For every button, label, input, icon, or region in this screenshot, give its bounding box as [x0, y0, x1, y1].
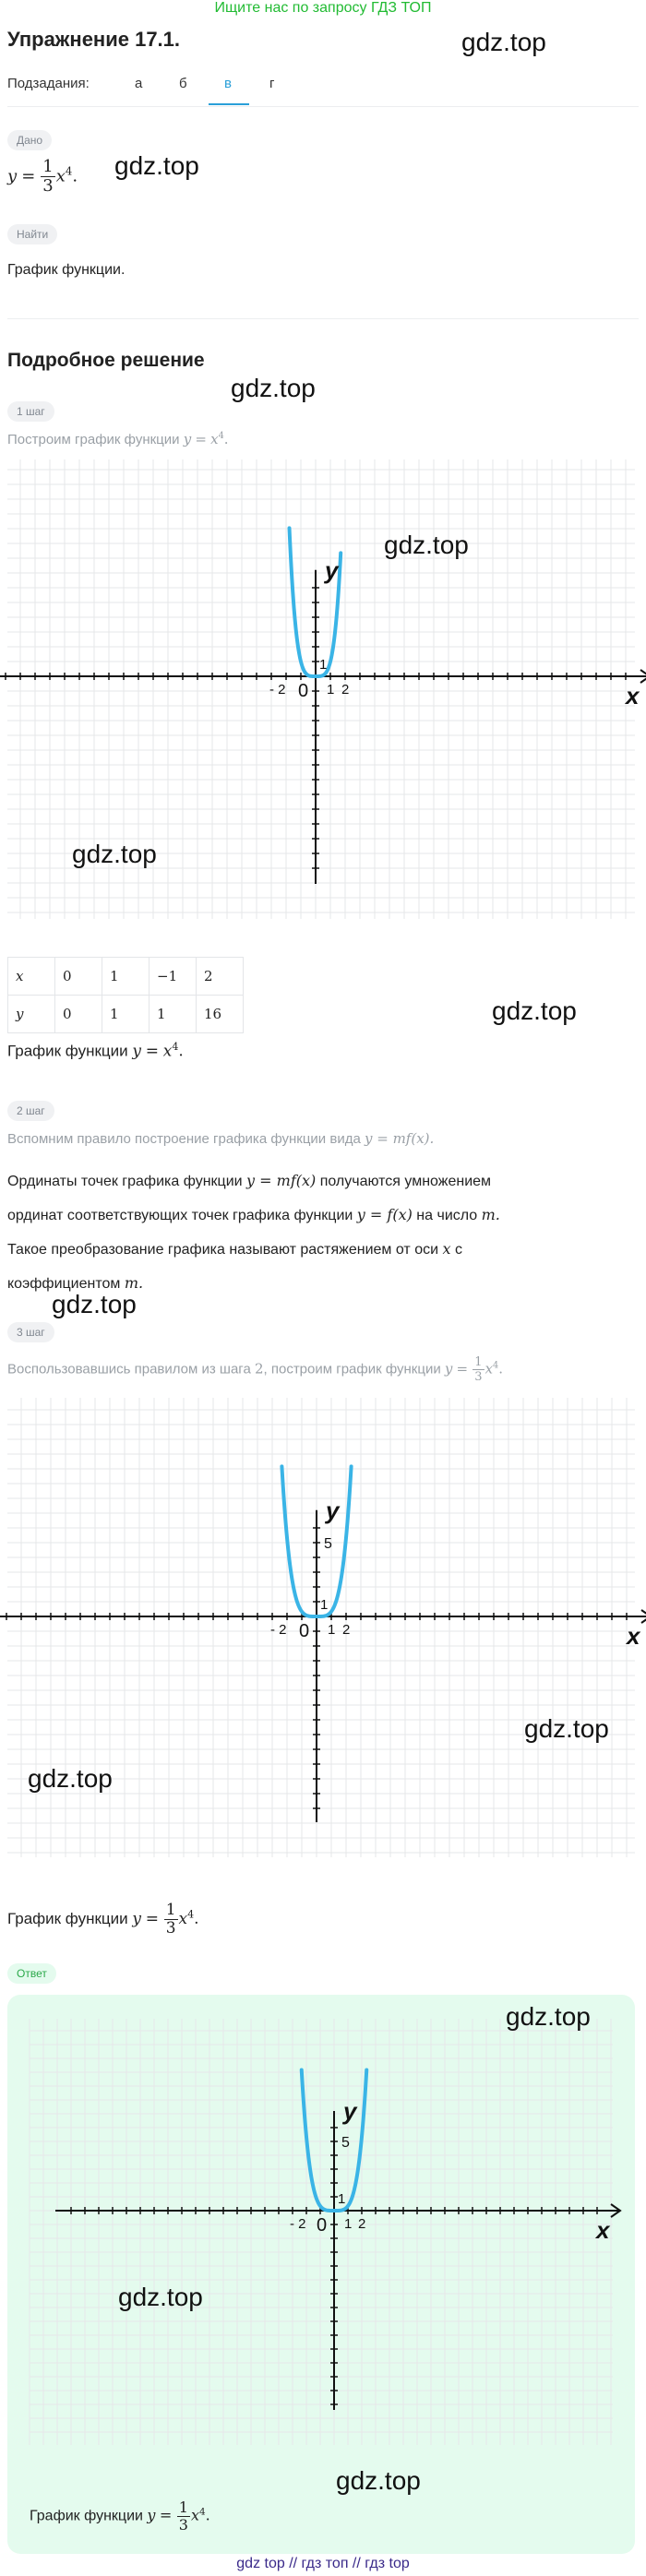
- table-head-y: y: [8, 996, 55, 1033]
- step2-paragraph: Ординаты точек графика функции y = mf(x) получаются умножением ординат соответствующих точек графика функции y = f(x) на число m. Такое преобразование графика называют растяжением от оси x с коэффициентом m.: [7, 1172, 500, 1292]
- table-cell: 0: [55, 996, 102, 1033]
- tick-label-minus-two: - 2: [269, 682, 286, 698]
- answer-badge: Ответ: [7, 1963, 56, 1984]
- step1-text: Построим график функции $y = x^4$.: [7, 431, 229, 447]
- table-cell: 1: [150, 996, 197, 1033]
- active-tab-indicator: [209, 103, 249, 105]
- table-cell: 16: [197, 996, 244, 1033]
- table-cell: 1: [102, 996, 150, 1033]
- watermark: gdz.top: [28, 1764, 113, 1793]
- y-axis-label: y: [343, 2097, 357, 2125]
- watermark: gdz.top: [336, 2466, 421, 2495]
- tab-a[interactable]: а: [135, 76, 143, 91]
- divider: [7, 106, 639, 107]
- tick-label-five: 5: [341, 2135, 350, 2151]
- subtasks-label: Подзадания:: [7, 76, 90, 91]
- step3-caption: График функции y = $\frac{1}{3}$ $x^4$.: [7, 1901, 199, 1938]
- table-row: [8, 958, 244, 996]
- tick-label-five: 5: [324, 1536, 332, 1552]
- watermark: gdz.top: [72, 840, 157, 868]
- tick-label-one: 1: [328, 1622, 336, 1638]
- exercise-title: Упражнение 17.1.: [7, 28, 181, 51]
- graph-answer: [30, 2019, 613, 2445]
- tick-label-one: 1: [319, 657, 328, 673]
- watermark: gdz.top: [524, 1714, 609, 1743]
- watermark: gdz.top: [118, 2283, 203, 2311]
- tick-label-two: 2: [358, 2216, 366, 2232]
- table-cell: −1: [150, 958, 197, 996]
- origin-label: 0: [299, 1621, 310, 1641]
- origin-label: 0: [317, 2215, 328, 2236]
- x-axis-label: x: [596, 2216, 610, 2244]
- step1-caption: График функции $y = x^4$.: [7, 1041, 184, 1061]
- watermark: gdz.top: [384, 531, 469, 559]
- tab-b[interactable]: б: [179, 76, 187, 91]
- x-axis-label: x: [626, 682, 640, 710]
- watermark: gdz.top: [52, 1290, 137, 1318]
- top-banner[interactable]: Ищите нас по запросу ГДЗ ТОП: [214, 0, 432, 16]
- step3-badge: 3 шаг: [7, 1322, 54, 1342]
- origin-label: 0: [298, 681, 309, 701]
- tab-v-active[interactable]: в: [224, 76, 232, 91]
- tick-label-two: 2: [341, 682, 350, 698]
- values-table: [7, 957, 244, 1033]
- step3-text: Воспользовавшись правилом из шага 2, построим график функции y = $\frac{1}{3}$ $x^4$.: [7, 1355, 504, 1384]
- watermark: gdz.top: [114, 151, 199, 180]
- find-badge: Найти: [7, 224, 57, 244]
- watermark: gdz.top: [492, 996, 577, 1025]
- step2-lead: Вспомним правило построение графика функции вида y = mf(x).: [7, 1130, 435, 1147]
- answer-caption: График функции y = $\frac{1}{3}$ $x^4$.: [30, 2498, 210, 2534]
- given-badge: Дано: [7, 130, 52, 150]
- tick-label-one: 1: [338, 2191, 346, 2207]
- x-axis-label: x: [627, 1622, 640, 1650]
- table-cell: 0: [55, 958, 102, 996]
- watermark: gdz.top: [506, 2002, 591, 2031]
- solution-heading: Подробное решение: [7, 350, 205, 371]
- tick-label-one: 1: [327, 682, 335, 698]
- table-row: [8, 996, 244, 1033]
- step2-badge: 2 шаг: [7, 1101, 54, 1121]
- given-formula: y = $\frac{1}{3}$ $x^4$.: [7, 157, 78, 196]
- tab-g[interactable]: г: [269, 76, 275, 91]
- tick-label-minus-two: - 2: [290, 2216, 306, 2232]
- table-cell: 1: [102, 958, 150, 996]
- step1-badge: 1 шаг: [7, 401, 54, 422]
- table-head-x: x: [8, 958, 55, 996]
- tick-label-minus-two: - 2: [270, 1622, 287, 1638]
- watermark: gdz.top: [231, 374, 316, 402]
- tick-label-one: 1: [320, 1597, 329, 1613]
- footer-links[interactable]: gdz top // гдз топ // гдз top: [236, 2556, 410, 2571]
- watermark: gdz.top: [461, 28, 546, 56]
- tick-label-one: 1: [344, 2216, 353, 2232]
- tick-label-two: 2: [342, 1622, 351, 1638]
- find-text: График функции.: [7, 262, 126, 278]
- divider: [7, 318, 639, 319]
- table-cell: 2: [197, 958, 244, 996]
- y-axis-label: y: [325, 556, 339, 584]
- y-axis-label: y: [326, 1497, 340, 1524]
